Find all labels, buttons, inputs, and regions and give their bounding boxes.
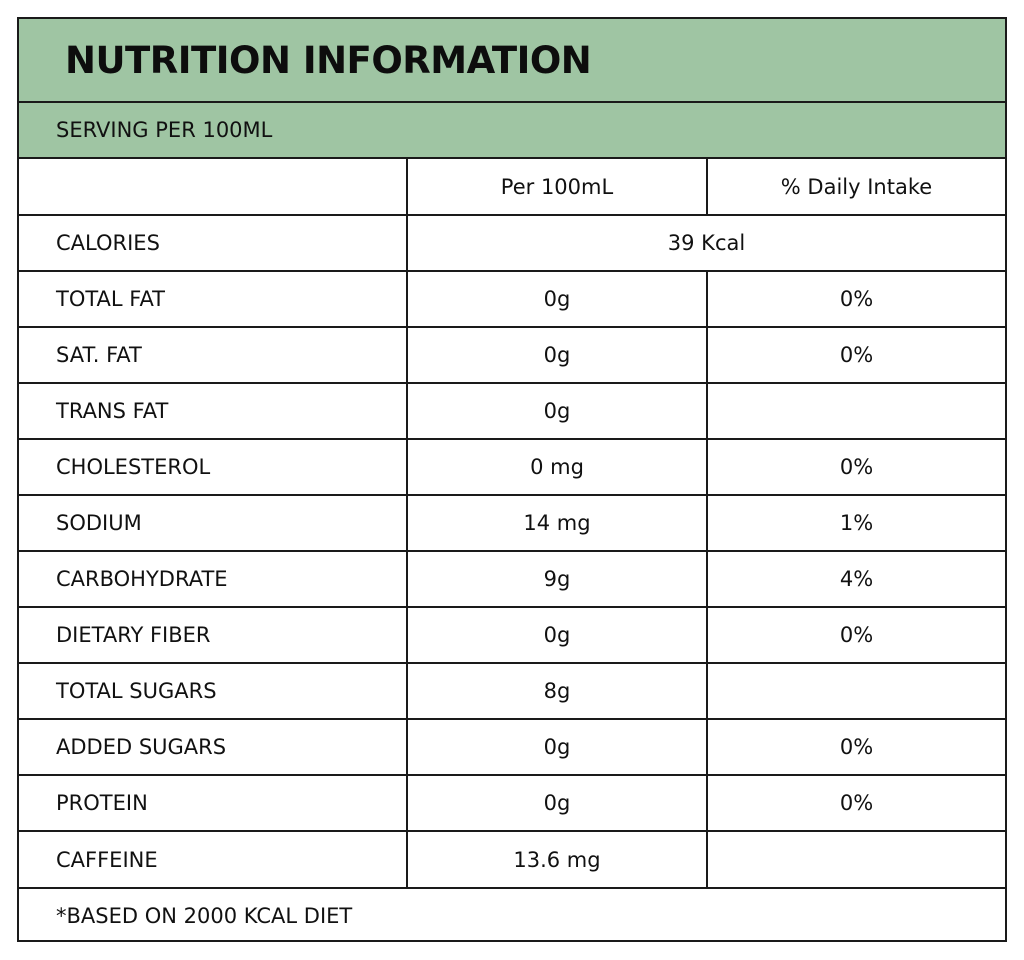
daily-intake-percent: 0% [707, 271, 1005, 327]
daily-intake-percent: 4% [707, 551, 1005, 607]
column-header-nutrient [19, 159, 407, 215]
table-row [19, 271, 1005, 327]
serving-bar [19, 103, 1005, 159]
nutrient-amount: 8g [407, 663, 707, 719]
table-row [19, 551, 1005, 607]
daily-intake-percent: 0% [707, 439, 1005, 495]
daily-intake-percent: 0% [707, 775, 1005, 831]
nutrient-name: CARBOHYDRATE [19, 551, 407, 607]
column-header-daily-intake: % Daily Intake [707, 159, 1005, 215]
table-row [19, 719, 1005, 775]
nutrient-amount: 0g [407, 383, 707, 439]
daily-intake-percent [707, 663, 1005, 719]
nutrient-name: TOTAL FAT [19, 271, 407, 327]
nutrient-name: DIETARY FIBER [19, 607, 407, 663]
nutrient-amount: 0g [407, 719, 707, 775]
nutrient-name: SAT. FAT [19, 327, 407, 383]
nutrient-name: ADDED SUGARS [19, 719, 407, 775]
daily-intake-percent [707, 383, 1005, 439]
nutrient-amount: 0g [407, 607, 707, 663]
daily-intake-percent: 0% [707, 327, 1005, 383]
nutrient-name: CAFFEINE [19, 831, 407, 887]
daily-intake-percent: 1% [707, 495, 1005, 551]
label-title: NUTRITION INFORMATION [65, 38, 592, 82]
table-row [19, 439, 1005, 495]
daily-intake-percent: 0% [707, 719, 1005, 775]
nutrient-amount: 9g [407, 551, 707, 607]
nutrient-amount: 0g [407, 327, 707, 383]
calories-row [19, 215, 1005, 271]
nutrient-name: PROTEIN [19, 775, 407, 831]
daily-intake-percent: 0% [707, 607, 1005, 663]
table-row [19, 663, 1005, 719]
serving-size: SERVING PER 100ML [56, 118, 273, 142]
table-row [19, 327, 1005, 383]
nutrient-name: SODIUM [19, 495, 407, 551]
table-row [19, 495, 1005, 551]
nutrient-name: CHOLESTEROL [19, 439, 407, 495]
nutrient-amount: 0 mg [407, 439, 707, 495]
title-bar [19, 19, 1005, 103]
nutrient-amount: 0g [407, 271, 707, 327]
table-row [19, 607, 1005, 663]
table-row [19, 383, 1005, 439]
nutrient-amount: 13.6 mg [407, 831, 707, 887]
nutrient-amount: 14 mg [407, 495, 707, 551]
nutrient-name: TOTAL SUGARS [19, 663, 407, 719]
footnote: *BASED ON 2000 KCAL DIET [19, 887, 1005, 942]
table-row [19, 775, 1005, 831]
nutrition-table [19, 159, 1005, 887]
daily-intake-percent [707, 831, 1005, 887]
nutrition-table-body [19, 159, 1005, 887]
table-row [19, 831, 1005, 887]
nutrient-amount: 0g [407, 775, 707, 831]
nutrient-name: TRANS FAT [19, 383, 407, 439]
table-header-row [19, 159, 1005, 215]
nutrition-label [17, 17, 1007, 942]
calories-value: 39 Kcal [407, 215, 1005, 271]
column-header-per-100ml: Per 100mL [407, 159, 707, 215]
nutrient-name: CALORIES [19, 215, 407, 271]
